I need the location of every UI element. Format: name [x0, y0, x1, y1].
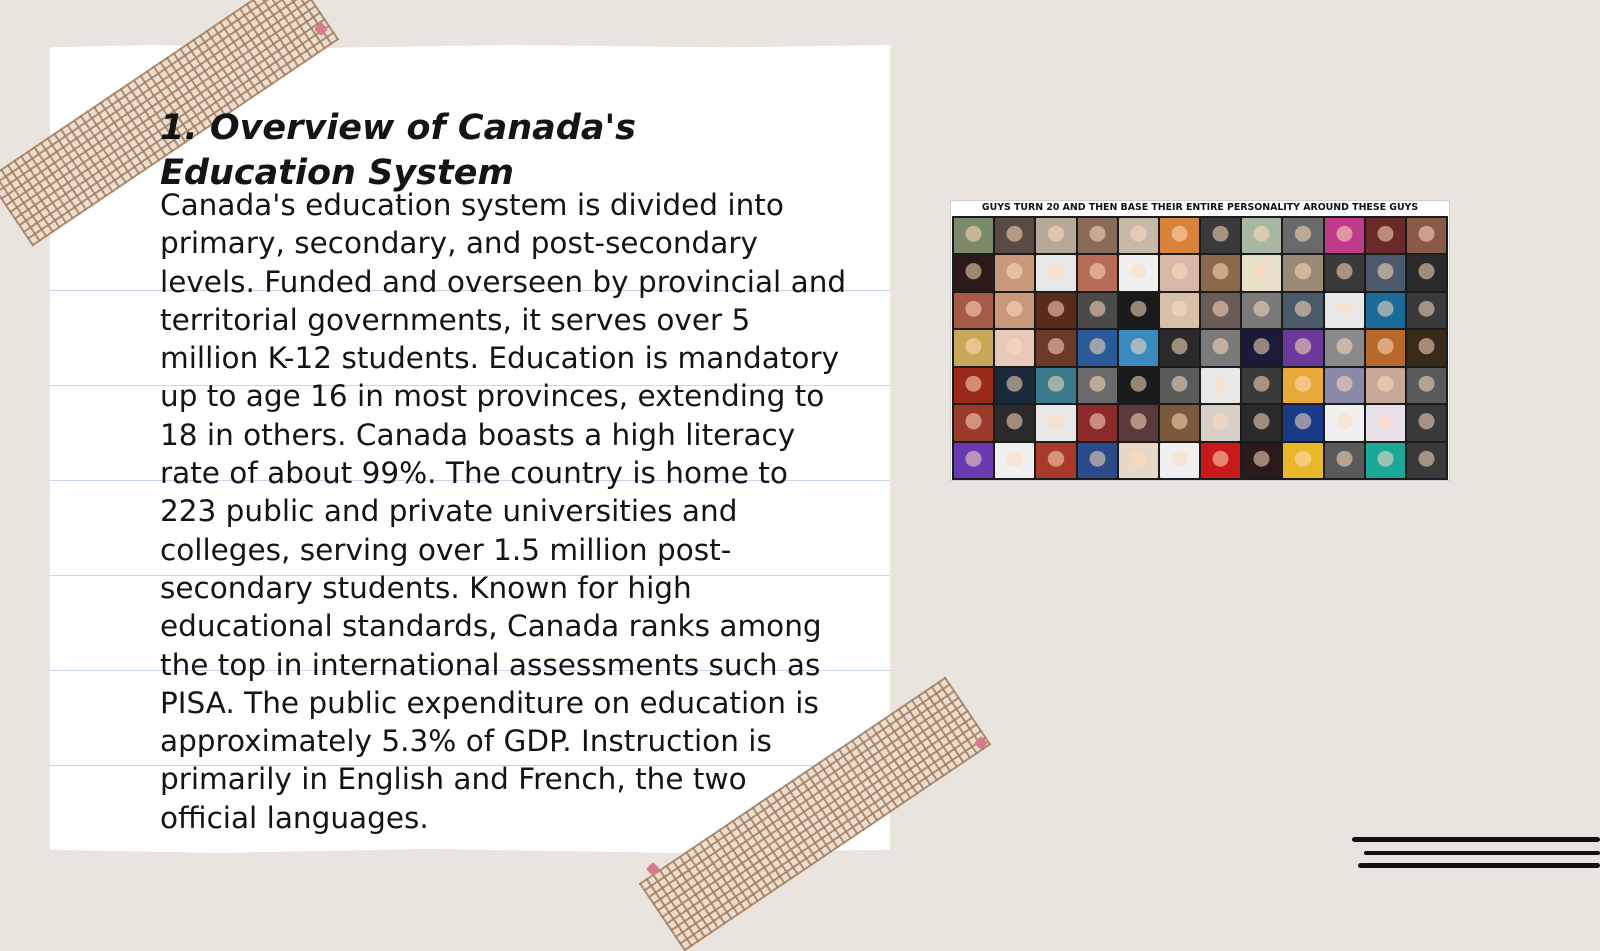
portrait-tile [1407, 368, 1446, 403]
portrait-tile [1036, 293, 1075, 328]
portrait-tile [1283, 368, 1322, 403]
portrait-tile [995, 218, 1034, 253]
portrait-tile [1078, 218, 1117, 253]
portrait-tile [1201, 255, 1240, 290]
portrait-tile [1242, 293, 1281, 328]
portrait-tile [1283, 293, 1322, 328]
portrait-tile [1242, 330, 1281, 365]
portrait-tile [1242, 405, 1281, 440]
portrait-tile [1283, 443, 1322, 478]
portrait-tile [1242, 218, 1281, 253]
portrait-tile [1160, 368, 1199, 403]
portrait-tile [1036, 330, 1075, 365]
portrait-tile [954, 293, 993, 328]
portrait-tile [1119, 293, 1158, 328]
portrait-tile [1036, 405, 1075, 440]
portrait-tile [1283, 218, 1322, 253]
portrait-tile [1325, 330, 1364, 365]
portrait-tile [1407, 330, 1446, 365]
portrait-tile [954, 330, 993, 365]
portrait-grid [952, 216, 1448, 480]
brush-stroke [1352, 837, 1600, 842]
portrait-tile [1366, 218, 1405, 253]
portrait-tile [1160, 255, 1199, 290]
portrait-tile [1407, 218, 1446, 253]
portrait-tile [1201, 293, 1240, 328]
portrait-tile [954, 405, 993, 440]
portrait-tile [995, 405, 1034, 440]
portrait-tile [1325, 293, 1364, 328]
slide-title: 1. Overview of Canada's Education System [160, 108, 636, 193]
portrait-tile [1366, 255, 1405, 290]
portrait-tile [1407, 443, 1446, 478]
portrait-tile [1242, 443, 1281, 478]
portrait-tile [1078, 443, 1117, 478]
portrait-tile [954, 255, 993, 290]
portrait-tile [1036, 443, 1075, 478]
slide-body-text: Canada's education system is divided into primary, secondary, and post-secondary levels. Funded and overseen by provincial and territorial governments, it serves over 5 million K-12 students. Education is mandatory up to age 16 in most provinces, extending to 18 in others. Canada boasts a high literacy rate of about 99%. The country is home to 223 public and private universities and colleges, serving over 1.5 million post-secondary students. Known for high educational standards, Canada ranks among the top in international assessments such as PISA. The public expenditure on education is approximately 5.3% of GDP. Instruction is primarily in English and French, the two official languages. [160, 188, 847, 835]
portrait-tile [1078, 330, 1117, 365]
portrait-tile [954, 443, 993, 478]
portrait-tile [1119, 368, 1158, 403]
portrait-tile [1160, 443, 1199, 478]
portrait-tile [1160, 405, 1199, 440]
portrait-tile [1201, 368, 1240, 403]
portrait-tile [954, 218, 993, 253]
portrait-tile [1078, 368, 1117, 403]
portrait-tile [995, 293, 1034, 328]
portrait-tile [995, 443, 1034, 478]
portrait-tile [1119, 255, 1158, 290]
portrait-tile [1366, 330, 1405, 365]
portrait-tile [1119, 405, 1158, 440]
portrait-tile [1407, 255, 1446, 290]
portrait-tile [1160, 218, 1199, 253]
portrait-tile [954, 368, 993, 403]
portrait-tile [1283, 405, 1322, 440]
portrait-tile [995, 330, 1034, 365]
portrait-tile [1036, 255, 1075, 290]
portrait-tile [1407, 405, 1446, 440]
portrait-tile [1366, 405, 1405, 440]
portrait-tile [1242, 255, 1281, 290]
portrait-tile [1366, 443, 1405, 478]
portrait-tile [1119, 218, 1158, 253]
portrait-tile [1201, 405, 1240, 440]
portrait-tile [995, 255, 1034, 290]
portrait-tile [1078, 405, 1117, 440]
portrait-tile [1201, 443, 1240, 478]
portrait-tile [1325, 443, 1364, 478]
portrait-tile [1325, 405, 1364, 440]
brush-stroke [1358, 863, 1600, 868]
portrait-tile [1407, 293, 1446, 328]
portrait-tile [1283, 255, 1322, 290]
portrait-tile [1119, 443, 1158, 478]
meme-image [950, 200, 1450, 481]
portrait-tile [995, 368, 1034, 403]
portrait-tile [1036, 368, 1075, 403]
portrait-tile [1078, 293, 1117, 328]
brush-stroke [1364, 851, 1600, 855]
portrait-tile [1078, 255, 1117, 290]
portrait-tile [1325, 218, 1364, 253]
meme-caption: GUYS TURN 20 AND THEN BASE THEIR ENTIRE PERSONALITY AROUND THESE GUYS [981, 202, 1419, 213]
portrait-tile [1119, 330, 1158, 365]
portrait-tile [1160, 293, 1199, 328]
portrait-tile [1366, 368, 1405, 403]
portrait-tile [1036, 218, 1075, 253]
portrait-tile [1325, 368, 1364, 403]
portrait-tile [1160, 330, 1199, 365]
portrait-tile [1201, 330, 1240, 365]
portrait-tile [1201, 218, 1240, 253]
portrait-tile [1366, 293, 1405, 328]
portrait-tile [1325, 255, 1364, 290]
decorative-strokes [1350, 835, 1600, 875]
portrait-tile [1283, 330, 1322, 365]
portrait-tile [1242, 368, 1281, 403]
